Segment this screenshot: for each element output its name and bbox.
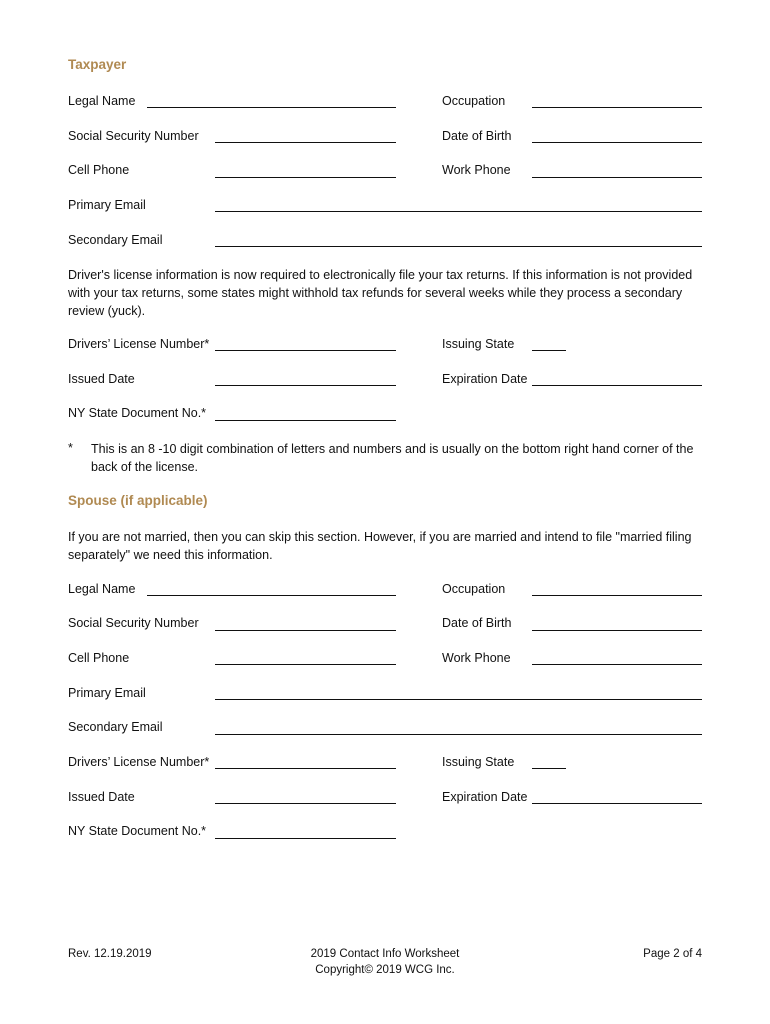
footer-revision: Rev. 12.19.2019 xyxy=(68,948,152,960)
spouse-work-phone-field[interactable] xyxy=(532,664,702,665)
spouse-dob-label: Date of Birth xyxy=(442,616,512,630)
spouse-ssn-label: Social Security Number xyxy=(68,616,199,630)
taxpayer-work-phone-label: Work Phone xyxy=(442,163,511,177)
taxpayer-expiration-date-label: Expiration Date xyxy=(442,372,528,386)
spouse-occupation-field[interactable] xyxy=(532,595,702,596)
spouse-intro: If you are not married, then you can skip this section. However, if you are married and intend to file "married filing separately" we need this information. xyxy=(68,530,692,562)
spouse-dob-field[interactable] xyxy=(532,630,702,631)
spouse-issuing-state-field[interactable] xyxy=(532,768,566,769)
spouse-cell-phone-field[interactable] xyxy=(215,664,396,665)
taxpayer-issuing-state-label: Issuing State xyxy=(442,337,515,351)
footer-title: 2019 Contact Info Worksheet xyxy=(310,948,460,960)
taxpayer-legal-name-label: Legal Name xyxy=(68,94,136,108)
spouse-work-phone-label: Work Phone xyxy=(442,651,511,665)
taxpayer-expiration-date-field[interactable] xyxy=(532,385,702,386)
spouse-legal-name-label: Legal Name xyxy=(68,582,136,596)
taxpayer-dob-label: Date of Birth xyxy=(442,129,512,143)
spouse-issued-date-field[interactable] xyxy=(215,803,396,804)
taxpayer-license-number-field[interactable] xyxy=(215,350,396,351)
license-footnote: This is an 8 -10 digit combination of letters and numbers and is usually on the bottom right hand corner of the back of the license. xyxy=(91,442,694,474)
spouse-expiration-date-field[interactable] xyxy=(532,803,702,804)
taxpayer-secondary-email-field[interactable] xyxy=(215,246,702,247)
spouse-secondary-email-field[interactable] xyxy=(215,734,702,735)
footer-page-number: Page 2 of 4 xyxy=(643,948,702,960)
taxpayer-issued-date-field[interactable] xyxy=(215,385,396,386)
spouse-legal-name-field[interactable] xyxy=(147,595,396,596)
spouse-ssn-field[interactable] xyxy=(215,630,396,631)
taxpayer-occupation-field[interactable] xyxy=(532,107,702,108)
taxpayer-secondary-email-label: Secondary Email xyxy=(68,233,163,247)
taxpayer-ny-doc-label: NY State Document No.* xyxy=(68,406,207,420)
taxpayer-cell-phone-label: Cell Phone xyxy=(68,163,130,177)
spouse-occupation-label: Occupation xyxy=(442,582,506,596)
footer-center xyxy=(235,946,535,978)
spouse-issuing-state-label: Issuing State xyxy=(442,755,515,769)
footnote-asterisk: * xyxy=(68,441,73,455)
taxpayer-primary-email-label: Primary Email xyxy=(68,198,146,212)
taxpayer-legal-name-field[interactable] xyxy=(147,107,396,108)
spouse-expiration-date-label: Expiration Date xyxy=(442,790,528,804)
spouse-ny-doc-field[interactable] xyxy=(215,838,396,839)
spouse-secondary-email-label: Secondary Email xyxy=(68,720,163,734)
spouse-primary-email-label: Primary Email xyxy=(68,686,146,700)
taxpayer-cell-phone-field[interactable] xyxy=(215,177,396,178)
spouse-issued-date-label: Issued Date xyxy=(68,790,135,804)
taxpayer-ssn-label: Social Security Number xyxy=(68,129,199,143)
taxpayer-occupation-label: Occupation xyxy=(442,94,506,108)
spouse-license-number-field[interactable] xyxy=(215,768,396,769)
spouse-heading: Spouse (if applicable) xyxy=(68,493,208,508)
taxpayer-work-phone-field[interactable] xyxy=(532,177,702,178)
taxpayer-license-number-label: Drivers’ License Number* xyxy=(68,337,210,351)
taxpayer-issued-date-label: Issued Date xyxy=(68,372,135,386)
taxpayer-ny-doc-field[interactable] xyxy=(215,420,396,421)
license-notice: Driver's license information is now required to electronically file your tax returns. If this information is not provided with your tax returns, some states might withhold tax refunds for several weeks while they process a secondary review (yuck). xyxy=(68,268,693,318)
spouse-primary-email-field[interactable] xyxy=(215,699,702,700)
taxpayer-heading: Taxpayer xyxy=(68,57,127,72)
taxpayer-dob-field[interactable] xyxy=(532,142,702,143)
taxpayer-ssn-field[interactable] xyxy=(215,142,396,143)
taxpayer-issuing-state-field[interactable] xyxy=(532,350,566,351)
footer-copyright: Copyright© 2019 WCG Inc. xyxy=(315,964,455,976)
taxpayer-primary-email-field[interactable] xyxy=(215,211,702,212)
spouse-ny-doc-label: NY State Document No.* xyxy=(68,824,207,838)
spouse-license-number-label: Drivers’ License Number* xyxy=(68,755,210,769)
spouse-cell-phone-label: Cell Phone xyxy=(68,651,130,665)
